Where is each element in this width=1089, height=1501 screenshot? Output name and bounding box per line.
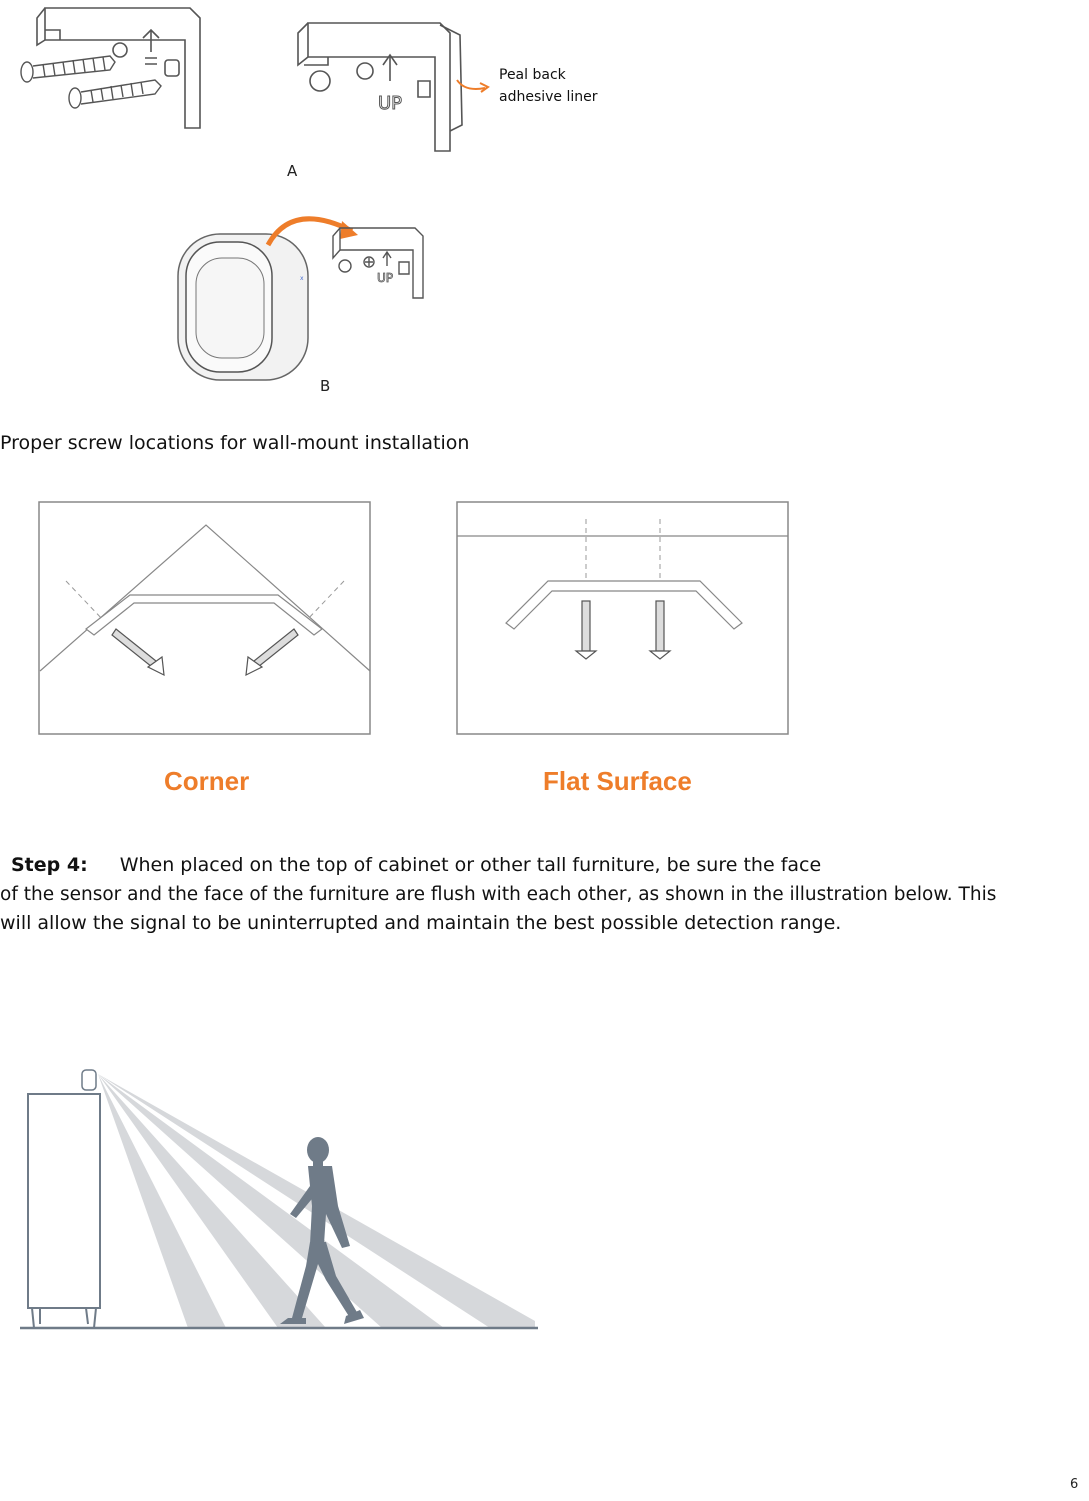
bracket-icon (325, 222, 435, 302)
corner-title: Corner (164, 766, 250, 796)
step-4-paragraph (0, 851, 1089, 938)
step-4-line-2: of the sensor and the face of the furniture are flush with each other, as shown in the illustration below. This (0, 884, 997, 905)
step-4-first-line (0, 851, 1089, 880)
cabinet-icon (28, 1094, 100, 1328)
screw-icon (21, 56, 115, 82)
corner-mount-diagram (38, 501, 372, 737)
sensor-icon (82, 1070, 96, 1090)
callout-line-1: Peal back (499, 67, 566, 83)
callout-line-2: adhesive liner (499, 89, 598, 105)
adhesive-liner-callout (499, 64, 598, 108)
bracket-up-mark: UP (377, 271, 394, 285)
flat-surface-mount-diagram (456, 501, 790, 737)
arrow-icon (455, 76, 495, 96)
step-4-line-1: When placed on the top of cabinet or other tall furniture, be sure the face (119, 854, 822, 876)
page-number: 6 (1070, 1477, 1079, 1492)
step-4-line-3: will allow the signal to be uninterrupted and maintain the best possible detection range. (0, 912, 842, 934)
screw-locations-caption: Proper screw locations for wall-mount installation (0, 432, 470, 454)
flat-surface-title: Flat Surface (543, 766, 692, 796)
step-4-label: Step 4: (11, 854, 88, 876)
screw-icon (69, 80, 161, 108)
figure-a-label: A (287, 162, 298, 180)
cabinet-detection-illustration (20, 1066, 540, 1336)
bracket-with-screws-illustration (15, 0, 215, 135)
bracket-with-liner-illustration (290, 15, 470, 155)
bracket-up-mark: UP (378, 93, 403, 114)
figure-b-label: B (320, 377, 331, 395)
svg-text:x: x (300, 275, 304, 282)
